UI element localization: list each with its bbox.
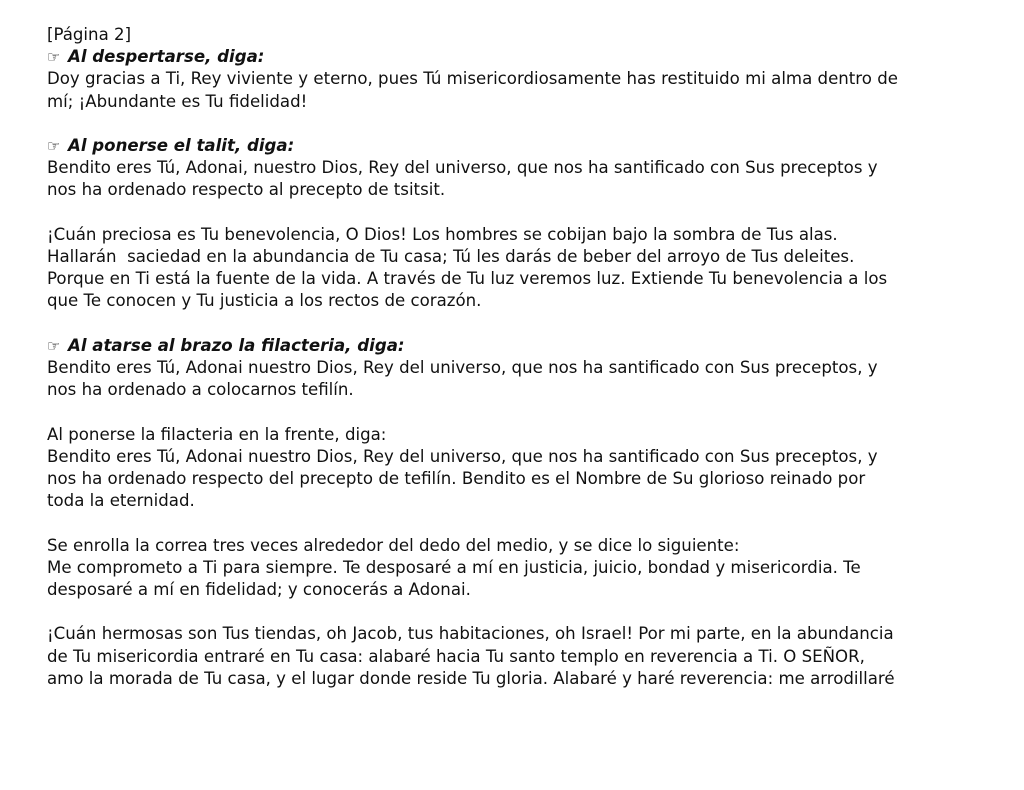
text-line: de Tu misericordia entraré en Tu casa: alabaré hacia Tu santo templo en reverencia a Ti. O SEÑOR, bbox=[47, 646, 865, 666]
paragraph-gap bbox=[47, 113, 1012, 135]
text-line: Al ponerse la filacteria en la frente, diga: bbox=[47, 424, 387, 444]
document-page bbox=[47, 24, 1012, 690]
text-line: que Te conocen y Tu justicia a los rectos de corazón. bbox=[47, 291, 482, 311]
pointing-hand-icon: ☞ bbox=[47, 137, 61, 155]
text-line: mí; ¡Abundante es Tu fidelidad! bbox=[47, 91, 308, 111]
heading-text: Al ponerse el talit, diga: bbox=[68, 136, 295, 155]
paragraph-gap bbox=[47, 512, 1012, 534]
text-line: nos ha ordenado respecto al precepto de tsitsit. bbox=[47, 180, 446, 200]
text-line: Bendito eres Tú, Adonai, nuestro Dios, Rey del universo, que nos ha santificado con Sus preceptos y bbox=[47, 158, 878, 178]
text-line: ¡Cuán hermosas son Tus tiendas, oh Jacob, tus habitaciones, oh Israel! Por mi parte, en la abundancia bbox=[47, 624, 894, 644]
text-line: nos ha ordenado respecto del precepto de tefilín. Bendito es el Nombre de Su glorioso reinado por bbox=[47, 469, 866, 488]
page-label: [Página 2] bbox=[47, 25, 132, 44]
heading-talit bbox=[47, 135, 1012, 157]
text-line: toda la eternidad. bbox=[47, 491, 195, 511]
paragraph-gap bbox=[47, 313, 1012, 335]
heading-filacteria-brazo bbox=[47, 335, 1012, 357]
pointing-hand-icon: ☞ bbox=[47, 336, 61, 355]
paragraph-gap bbox=[47, 202, 1012, 224]
text-line: Bendito eres Tú, Adonai nuestro Dios, Rey del universo, que nos ha santificado con Sus preceptos, y bbox=[47, 358, 878, 377]
text-line: amo la morada de Tu casa, y el lugar donde reside Tu gloria. Alabaré y haré reverencia: me arrodillaré bbox=[47, 668, 895, 688]
text-line: desposaré a mí en fidelidad; y conocerás a Adonai. bbox=[47, 580, 471, 599]
text-line: Se enrolla la correa tres veces alrededor del dedo del medio, y se dice lo siguiente: bbox=[47, 535, 740, 555]
text-line: Bendito eres Tú, Adonai nuestro Dios, Rey del universo, que nos ha santificado con Sus preceptos, y bbox=[47, 446, 878, 466]
text-line: Doy gracias a Ti, Rey viviente y eterno, pues Tú misericordiosamente has restituido mi alma dentro de bbox=[47, 69, 898, 89]
paragraph-gap bbox=[47, 601, 1012, 623]
heading-text: Al atarse al brazo la filacteria, diga: bbox=[68, 335, 405, 355]
text-line: Porque en Ti está la fuente de la vida. A través de Tu luz veremos luz. Extiende Tu benevolencia a los bbox=[47, 269, 888, 289]
text-line: ¡Cuán preciosa es Tu benevolencia, O Dios! Los hombres se cobijan bajo la sombra de Tus alas. bbox=[47, 224, 838, 244]
paragraph-gap bbox=[47, 401, 1012, 423]
heading-text: Al despertarse, diga: bbox=[68, 47, 265, 67]
heading-despertarse bbox=[47, 46, 1012, 68]
text-line: Hallarán saciedad en la abundancia de Tu casa; Tú les darás de beber del arroyo de Tus deleites. bbox=[47, 247, 855, 266]
text-line: nos ha ordenado a colocarnos tefilín. bbox=[47, 380, 354, 400]
text-line: Me comprometo a Ti para siempre. Te desposaré a mí en justicia, juicio, bondad y misericordia. Te bbox=[47, 557, 861, 577]
pointing-hand-icon: ☞ bbox=[47, 48, 61, 67]
